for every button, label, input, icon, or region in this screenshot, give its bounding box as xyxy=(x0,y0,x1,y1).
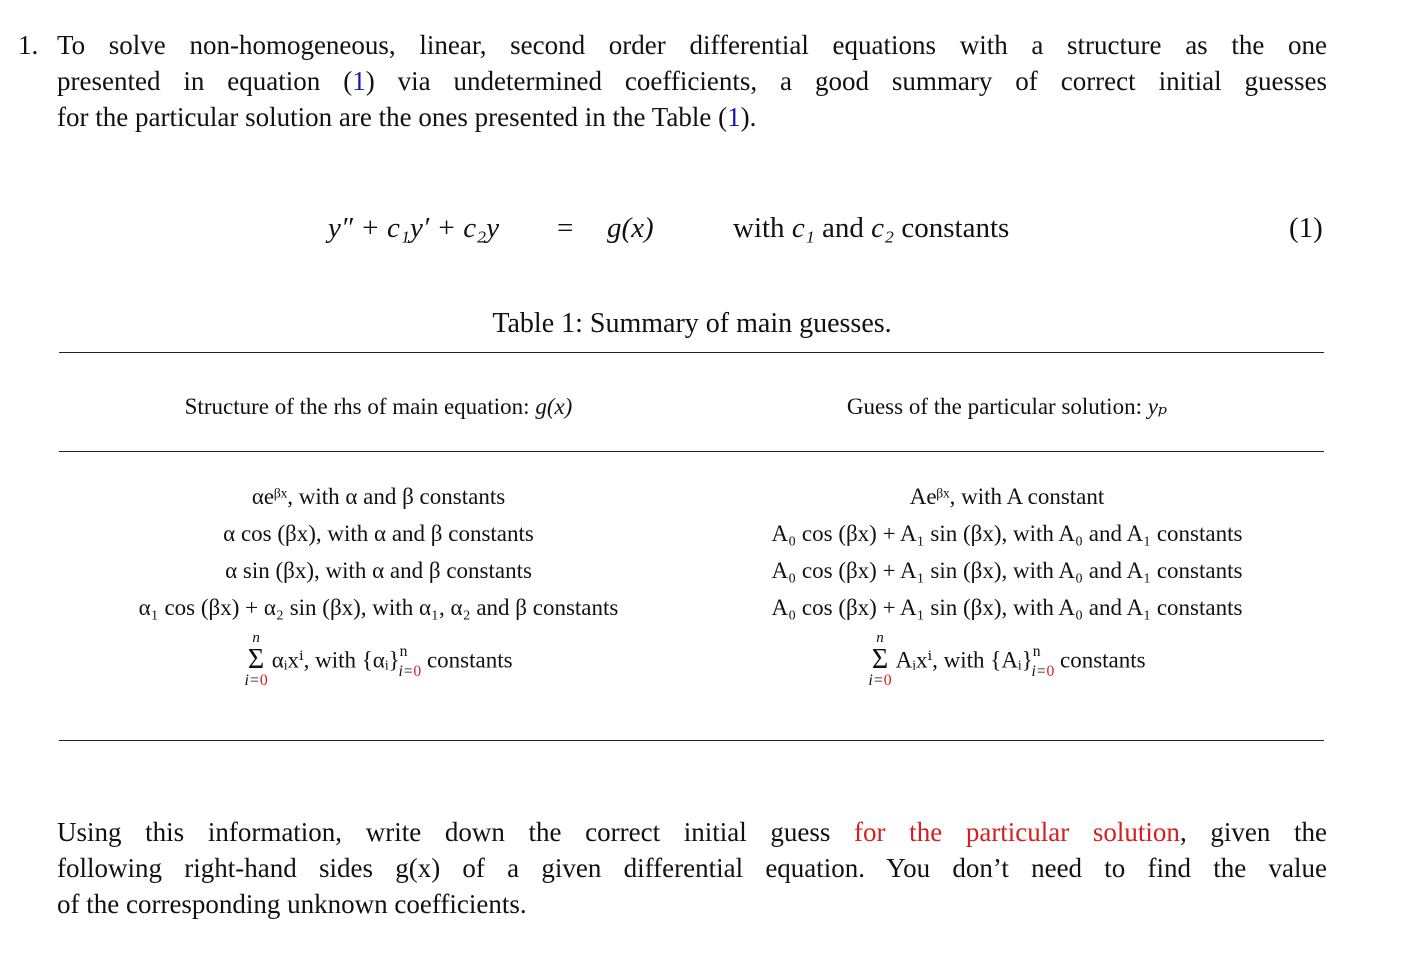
sum-lower-limit-right xyxy=(868,673,891,690)
equation-lhs xyxy=(328,208,499,248)
table-top-rule xyxy=(59,352,1324,353)
table-row-5-right xyxy=(697,631,1317,690)
intro-line-1: To solve non-homogeneous, linear, second order differential equations with a structure as the one xyxy=(57,30,1327,60)
table-row-2-left: α cos (βx), with α and β constants xyxy=(223,521,534,546)
table-row-3-right: A₀ cos (βx) + A₁ sin (βx), with A₀ and A₁ constants xyxy=(771,558,1243,583)
set-sub-var-left: i= xyxy=(398,662,414,680)
set-sup-left: n xyxy=(399,642,408,660)
equation-number: (1) xyxy=(1289,212,1323,244)
sum-lower-var: i= xyxy=(244,672,260,689)
table-row-3-left: α sin (βx), with α and β constants xyxy=(225,558,532,583)
condition-and: and xyxy=(822,212,864,244)
outro-line-1-tail: , given the xyxy=(1179,817,1327,847)
table-header-right xyxy=(697,392,1317,422)
table-row-4-left: α₁ cos (βx) + α₂ sin (βx), with α₁, α₂ and β constants xyxy=(138,595,619,620)
outro-line-1-text: Using this information, write down the correct initial guess xyxy=(57,817,855,847)
set-sub-left xyxy=(398,663,421,680)
item-number: 1. xyxy=(18,30,39,60)
intro-line-2-tail: ) via undetermined coefficients, a good summary of correct initial guesses xyxy=(365,66,1327,96)
sum-lower-var-right: i= xyxy=(868,672,884,689)
set-sub-val-left: 0 xyxy=(413,662,422,680)
equation-condition xyxy=(733,208,1009,248)
highlight-text: for the particular solution xyxy=(854,817,1180,847)
sum-upper-limit-right: n xyxy=(876,630,884,646)
condition-constants: constants xyxy=(901,212,1010,244)
condition-c2: c₂ xyxy=(871,212,895,244)
intro-line-3-tail: ). xyxy=(740,102,757,132)
set-sub-var-right: i= xyxy=(1031,662,1047,680)
equation-ref-link[interactable]: 1 xyxy=(352,66,366,96)
outro-line-1 xyxy=(57,814,1327,850)
sum-suffix-right: constants xyxy=(1060,647,1146,673)
summation-symbol-right xyxy=(868,631,891,690)
condition-with: with xyxy=(733,212,785,244)
sum-right-term: Aᵢxⁱ, with {Aᵢ} xyxy=(895,647,1033,673)
set-sub-right xyxy=(1032,663,1055,680)
sum-upper-limit: n xyxy=(252,630,260,646)
set-sup-right: n xyxy=(1032,642,1041,660)
sum-lower-val: 0 xyxy=(259,672,268,689)
equation-relation: = xyxy=(557,212,574,244)
table-caption: Table 1: Summary of main guesses. xyxy=(492,308,892,339)
intro-line-2-text: presented in equation ( xyxy=(57,66,353,96)
intro-line-3-text: for the particular solution are the ones presented in the Table ( xyxy=(57,102,728,132)
summation-symbol xyxy=(244,631,267,690)
outro-line-2: following right-hand sides g(x) of a given differential equation. You don’t need to find the value xyxy=(57,853,1327,883)
table-row-1-right: Aeᵝˣ, with A constant xyxy=(909,484,1105,509)
equation-rhs xyxy=(607,208,654,248)
sum-lower-limit xyxy=(244,673,267,690)
intro-line-3 xyxy=(57,99,756,135)
sigma-icon: Σ xyxy=(247,644,265,675)
sum-left-term: αᵢxⁱ, with {αᵢ} xyxy=(271,647,400,673)
table-row-5-left xyxy=(60,631,697,690)
equation-lhs-math: y″ + c₁y′ + c₂y xyxy=(328,212,500,244)
header-left-math: g(x) xyxy=(535,394,573,419)
header-right-math: yₚ xyxy=(1147,394,1168,419)
table-ref-link[interactable]: 1 xyxy=(727,102,741,132)
table-bottom-rule xyxy=(59,740,1324,741)
table-row-1-left: αeᵝˣ, with α and β constants xyxy=(251,484,506,509)
table-row-4-right: A₀ cos (βx) + A₁ sin (βx), with A₀ and A₁ constants xyxy=(771,595,1243,620)
set-sub-val-right: 0 xyxy=(1046,662,1055,680)
outro-line-3: of the corresponding unknown coefficients. xyxy=(57,889,527,919)
intro-line-2 xyxy=(57,63,1327,99)
sigma-icon-right: Σ xyxy=(871,644,889,675)
table-header-rule xyxy=(59,451,1324,452)
table-header-left xyxy=(60,392,697,422)
header-right-text: Guess of the particular solution: xyxy=(846,394,1142,419)
sum-suffix-left: constants xyxy=(426,647,513,673)
header-left-text: Structure of the rhs of main equation: xyxy=(184,394,530,419)
sum-lower-val-right: 0 xyxy=(883,672,892,689)
condition-c1: c₁ xyxy=(791,212,815,244)
equation-rhs-math: g(x) xyxy=(607,212,654,244)
table-row-2-right: A₀ cos (βx) + A₁ sin (βx), with A₀ and A₁ constants xyxy=(771,521,1243,546)
